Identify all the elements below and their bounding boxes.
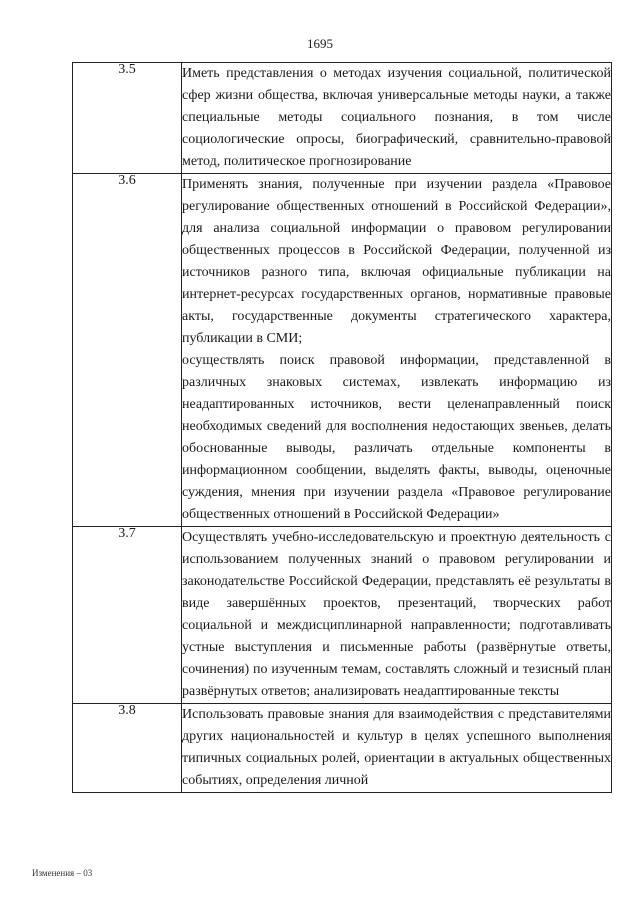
item-number: 3.5 [73,63,182,174]
description-paragraph: осуществлять поиск правовой информации, представленной в различных знаковых системах, извлекать информацию из неадаптированных источников, вести целенаправленный поиск необходимых сведений для восполнения недостающих звеньев, делать обоснованные выводы, различать отдельные компоненты в информационном сообщении, выделять факты, выводы, оценочные суждения, мнения при изучении раздела «Правовое регулирование общественных отношений в Российской Федерации» [182,353,611,522]
item-description [182,527,612,704]
description-paragraph: Применять знания, полученные при изучении раздела «Правовое регулирование общественных отношений в Российской Федерации», для анализа социальной информации о правовом регулировании общественных процессов в Российской Федерации, полученной из источников разного типа, включая официальные публикации на интернет-ресурсах государственных органов, нормативные правовые акты, государственные документы стратегического характера, публикации в СМИ; [182,177,611,346]
description-paragraph: Осуществлять учебно-исследовательскую и проектную деятельность с использованием полученных знаний о правовом регулировании и законодательстве Российской Федерации, представлять её результаты в виде завершённых проектов, презентаций, творческих работ социальной и междисциплинарной направленности; подготавливать устные выступления и письменные работы (развёрнутые ответы, сочинения) по изученным темам, составлять сложный и тезисный план развёрнутых ответов; анализировать неадаптированные тексты [182,530,611,699]
item-description [182,174,612,527]
description-paragraph: Иметь представления о методах изучения социальной, политической сфер жизни общества, включая универсальные методы науки, а также специальные методы социального познания, в том числе социологические опросы, биографический, сравнительно-правовой метод, политическое прогнозирование [182,66,611,169]
table-row [73,704,612,793]
item-description [182,704,612,793]
footer-revision-note: Изменения – 03 [32,868,93,878]
table-row [73,63,612,174]
requirements-table [72,62,612,793]
page-number: 1695 [307,36,333,51]
table-row [73,174,612,527]
table-row [73,527,612,704]
item-number: 3.8 [73,704,182,793]
description-paragraph: Использовать правовые знания для взаимодействия с представителями других национальностей и культур в целях успешного выполнения типичных социальных ролей, ориентации в актуальных общественных событиях, определения личной [182,707,611,788]
item-number: 3.7 [73,527,182,704]
item-number: 3.6 [73,174,182,527]
item-description [182,63,612,174]
